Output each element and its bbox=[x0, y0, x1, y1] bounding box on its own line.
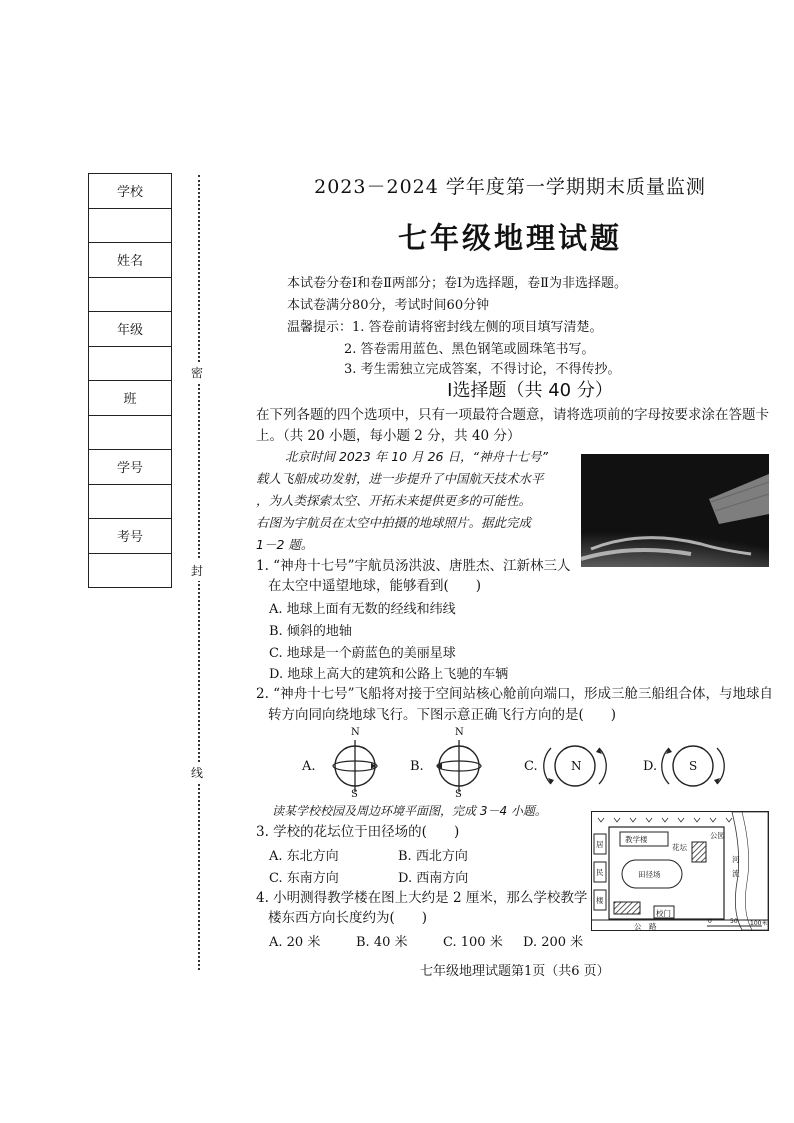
option-q1-d[interactable]: D. 地球上高大的建筑和公路上飞驰的车辆 bbox=[269, 667, 509, 682]
info-cell: 学校 bbox=[89, 174, 171, 209]
page-footer: 七年级地理试题第1页（共6 页） bbox=[420, 964, 610, 979]
map-label: 民 bbox=[596, 868, 604, 877]
option-q3-c[interactable]: C. 东南方向 bbox=[269, 871, 339, 886]
question-4-stem: 4. 小明测得教学楼在图上大约是 2 厘米，那么学校教学 bbox=[256, 890, 588, 906]
exam-subtitle: 2023－2024 学年度第一学期期末质量监测 bbox=[314, 176, 706, 198]
option-q3-a[interactable]: A. 东北方向 bbox=[269, 849, 339, 864]
info-cell[interactable] bbox=[89, 416, 171, 451]
scale-label: 0 bbox=[708, 918, 712, 925]
option-q3-d[interactable]: D. 西南方向 bbox=[398, 871, 469, 886]
option-q2-d[interactable]: D. bbox=[643, 759, 658, 774]
map-label: 田径场 bbox=[638, 870, 661, 879]
option-q2-c[interactable]: C. bbox=[524, 759, 538, 774]
earth-photo bbox=[581, 454, 769, 567]
option-q3-b[interactable]: B. 西北方向 bbox=[398, 849, 468, 864]
info-cell[interactable] bbox=[89, 209, 171, 244]
scale-label: 50 bbox=[730, 918, 738, 925]
note-line: 3. 考生需独立完成答案，不得讨论，不得传抄。 bbox=[344, 362, 621, 377]
note-line: 2. 答卷需用蓝色、黑色钢笔或圆珠笔书写。 bbox=[344, 342, 595, 357]
north-label: N bbox=[351, 727, 360, 738]
info-cell: 班 bbox=[89, 381, 171, 416]
question-4-stem: 楼东西方向长度约为( ) bbox=[268, 910, 428, 926]
north-label: N bbox=[571, 759, 582, 773]
info-cell: 姓名 bbox=[89, 243, 171, 278]
seal-char: 线 bbox=[191, 762, 203, 783]
note-line: 温馨提示：1. 答卷前请将密封线左侧的项目填写清楚。 bbox=[287, 320, 603, 335]
note-line: 本试卷满分80分，考试时间60分钟 bbox=[287, 298, 490, 313]
option-q1-a[interactable]: A. 地球上面有无数的经线和纬线 bbox=[269, 602, 456, 617]
exam-title: 七年级地理试题 bbox=[397, 221, 622, 255]
north-label: N bbox=[455, 727, 464, 738]
question-1-stem: 在太空中遥望地球，能够看到( ) bbox=[268, 578, 482, 594]
option-q2-a[interactable]: A. bbox=[302, 759, 316, 774]
scale-label: 100米 bbox=[750, 920, 768, 927]
info-cell[interactable] bbox=[89, 485, 171, 520]
section-title: Ⅰ选择题（共 40 分） bbox=[447, 380, 613, 401]
passage-line: 北京时间 2023 年 10 月 26 日，“神舟十七号” bbox=[285, 449, 548, 464]
note-line: 本试卷分卷Ⅰ和卷Ⅱ两部分；卷Ⅰ为选择题，卷Ⅱ为非选择题。 bbox=[287, 276, 627, 291]
option-q4-b[interactable]: B. 40 米 bbox=[356, 935, 408, 950]
info-cell: 考号 bbox=[89, 519, 171, 554]
option-q4-a[interactable]: A. 20 米 bbox=[269, 935, 321, 950]
map-label: 校门 bbox=[656, 909, 671, 918]
map-label: 河 bbox=[732, 855, 740, 864]
passage-line: 右图为宇航员在太空中拍摄的地球照片。据此完成 bbox=[256, 515, 532, 530]
seal-char: 封 bbox=[191, 560, 203, 581]
passage-line: ，为人类探索太空、开拓未来提供更多的可能性。 bbox=[256, 493, 532, 508]
info-cell[interactable] bbox=[89, 278, 171, 313]
map-label: 公 路 bbox=[634, 922, 657, 931]
option-q4-d[interactable]: D. 200 米 bbox=[523, 935, 584, 950]
map-label: 流 bbox=[732, 869, 740, 878]
instructions: 上。（共 20 小题，每小题 2 分，共 40 分） bbox=[256, 428, 521, 444]
map-intro: 读某学校校园及周边环境平面图，完成 3－4 小题。 bbox=[272, 804, 547, 818]
student-info-table bbox=[88, 173, 172, 588]
instructions: 在下列各题的四个选项中，只有一项最符合题意，请将选项前的字母按要求涂在答题卡 bbox=[256, 407, 769, 423]
map-label: 居 bbox=[596, 840, 604, 849]
info-cell[interactable] bbox=[89, 554, 171, 588]
south-label: S bbox=[689, 759, 698, 773]
question-2-stem: 2. “神舟十七号”飞船将对接于空间站核心舱前向端口，形成三舱三船组合体，与地球自 bbox=[256, 686, 773, 702]
passage-line: 载人飞船成功发射，进一步提升了中国航天技术水平 bbox=[256, 471, 544, 486]
passage-line: 1－2 题。 bbox=[256, 537, 314, 552]
school-map bbox=[591, 811, 769, 931]
seal-char: 密 bbox=[191, 362, 203, 383]
south-label: S bbox=[455, 789, 462, 800]
info-cell: 学号 bbox=[89, 450, 171, 485]
info-cell[interactable] bbox=[89, 347, 171, 382]
option-q1-c[interactable]: C. 地球是一个蔚蓝色的美丽星球 bbox=[269, 646, 456, 661]
option-q2-b[interactable]: B. bbox=[410, 759, 424, 774]
map-label: 楼 bbox=[596, 896, 604, 905]
map-label: 花坛 bbox=[672, 843, 687, 852]
map-label: 教学楼 bbox=[625, 835, 648, 844]
south-label: S bbox=[351, 789, 358, 800]
question-1-stem: 1. “神舟十七号”宇航员汤洪波、唐胜杰、江新林三人 bbox=[256, 558, 571, 574]
question-3-stem: 3. 学校的花坛位于田径场的( ) bbox=[256, 824, 460, 840]
option-q4-c[interactable]: C. 100 米 bbox=[443, 935, 503, 950]
question-2-stem: 转方向同向绕地球飞行。下图示意正确飞行方向的是( ) bbox=[268, 707, 617, 723]
map-label: 公园 bbox=[710, 831, 725, 840]
info-cell: 年级 bbox=[89, 312, 171, 347]
option-q1-b[interactable]: B. 倾斜的地轴 bbox=[269, 624, 352, 639]
